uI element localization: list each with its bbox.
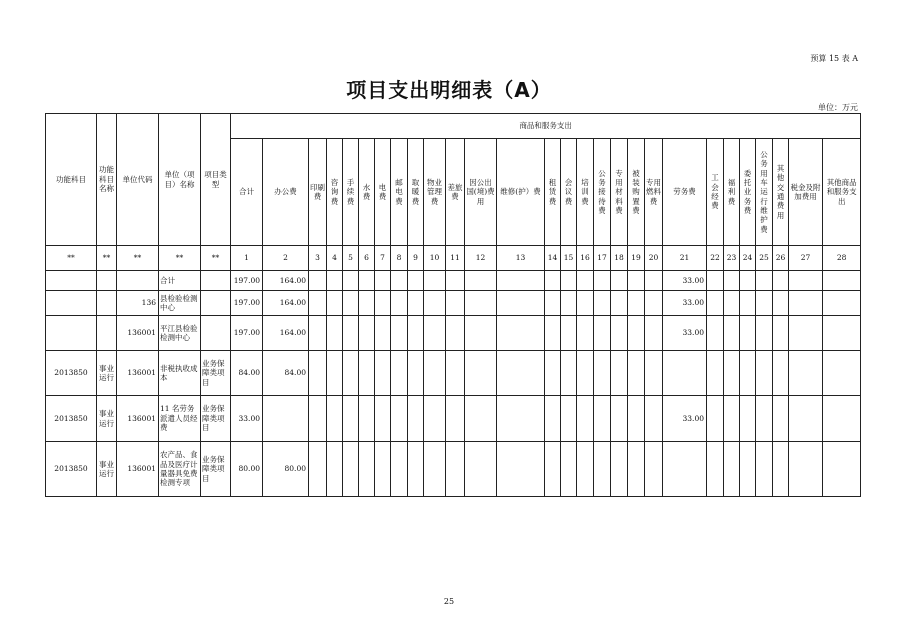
project-type-cell: 业务保障类项目 bbox=[201, 442, 231, 497]
index-num-cell: 4 bbox=[327, 246, 343, 271]
empty-cell bbox=[645, 351, 663, 396]
empty-cell bbox=[628, 271, 645, 291]
empty-cell bbox=[465, 316, 497, 351]
empty-cell bbox=[756, 396, 773, 442]
empty-cell bbox=[327, 316, 343, 351]
header-col-7: 电费 bbox=[375, 139, 391, 246]
empty-cell bbox=[789, 316, 823, 351]
empty-cell bbox=[497, 396, 545, 442]
header-unit-name: 单位（项目）名称 bbox=[159, 114, 201, 246]
empty-cell bbox=[773, 442, 789, 497]
empty-cell bbox=[594, 291, 611, 316]
empty-cell bbox=[424, 271, 446, 291]
empty-cell bbox=[611, 442, 628, 497]
header-col-19: 被装购置费 bbox=[628, 139, 645, 246]
empty-cell bbox=[628, 351, 645, 396]
empty-cell bbox=[446, 316, 465, 351]
empty-cell bbox=[740, 291, 756, 316]
empty-cell bbox=[707, 351, 724, 396]
unit-name-cell: 县检验检测中心 bbox=[159, 291, 201, 316]
index-num-cell: 16 bbox=[577, 246, 594, 271]
office-fee-cell: 164.00 bbox=[263, 271, 309, 291]
index-num-cell: 19 bbox=[628, 246, 645, 271]
page-number: 25 bbox=[443, 597, 455, 606]
unit-name-cell: 非税执收成本 bbox=[159, 351, 201, 396]
labor-fee-cell: 33.00 bbox=[663, 271, 707, 291]
func-name-cell: 事业运行 bbox=[97, 442, 117, 497]
empty-cell bbox=[391, 442, 408, 497]
empty-cell bbox=[707, 316, 724, 351]
empty-cell bbox=[823, 396, 861, 442]
empty-cell bbox=[823, 351, 861, 396]
empty-cell bbox=[408, 291, 424, 316]
empty-cell bbox=[375, 442, 391, 497]
empty-cell bbox=[465, 271, 497, 291]
empty-cell bbox=[561, 351, 577, 396]
unit-name-cell: 农产品、食品及医疗计量器具免费检测专项 bbox=[159, 442, 201, 497]
empty-cell bbox=[375, 316, 391, 351]
empty-cell bbox=[359, 351, 375, 396]
index-star-cell: ** bbox=[117, 246, 159, 271]
func-name-cell: 事业运行 bbox=[97, 396, 117, 442]
empty-cell bbox=[773, 271, 789, 291]
table-row bbox=[46, 442, 861, 497]
empty-cell bbox=[823, 271, 861, 291]
empty-cell bbox=[789, 271, 823, 291]
empty-cell bbox=[359, 291, 375, 316]
func-subject-cell: 2013850 bbox=[46, 442, 97, 497]
header-col-23: 福利费 bbox=[724, 139, 740, 246]
index-num-cell: 22 bbox=[707, 246, 724, 271]
index-num-cell: 23 bbox=[724, 246, 740, 271]
index-num-cell: 1 bbox=[231, 246, 263, 271]
unit-code-cell: 136001 bbox=[117, 442, 159, 497]
empty-cell bbox=[707, 271, 724, 291]
func-subject-cell: 2013850 bbox=[46, 396, 97, 442]
header-col-17: 公务接待费 bbox=[594, 139, 611, 246]
empty-cell bbox=[391, 291, 408, 316]
table-row bbox=[46, 396, 861, 442]
empty-cell bbox=[756, 442, 773, 497]
empty-cell bbox=[545, 442, 561, 497]
func-name-cell: 事业运行 bbox=[97, 351, 117, 396]
empty-cell bbox=[359, 271, 375, 291]
header-col-9: 取暖费 bbox=[408, 139, 424, 246]
empty-cell bbox=[594, 351, 611, 396]
empty-cell bbox=[446, 396, 465, 442]
empty-cell bbox=[391, 351, 408, 396]
empty-cell bbox=[545, 291, 561, 316]
empty-cell bbox=[611, 396, 628, 442]
header-col-1: 合计 bbox=[231, 139, 263, 246]
header-col-26: 其他交通费用 bbox=[773, 139, 789, 246]
table-row bbox=[46, 351, 861, 396]
empty-cell bbox=[724, 442, 740, 497]
empty-cell bbox=[740, 316, 756, 351]
unit-code-cell bbox=[117, 271, 159, 291]
empty-cell bbox=[740, 442, 756, 497]
empty-cell bbox=[497, 351, 545, 396]
empty-cell bbox=[497, 316, 545, 351]
empty-cell bbox=[561, 271, 577, 291]
empty-cell bbox=[446, 271, 465, 291]
empty-cell bbox=[611, 291, 628, 316]
empty-cell bbox=[789, 442, 823, 497]
labor-fee-cell: 33.00 bbox=[663, 396, 707, 442]
empty-cell bbox=[561, 316, 577, 351]
empty-cell bbox=[327, 351, 343, 396]
header-col-15: 会议费 bbox=[561, 139, 577, 246]
header-col-16: 培训费 bbox=[577, 139, 594, 246]
office-fee-cell: 164.00 bbox=[263, 316, 309, 351]
expenditure-table bbox=[45, 113, 861, 497]
empty-cell bbox=[327, 291, 343, 316]
empty-cell bbox=[309, 442, 327, 497]
index-num-cell: 3 bbox=[309, 246, 327, 271]
empty-cell bbox=[424, 316, 446, 351]
project-type-cell bbox=[201, 291, 231, 316]
index-star-cell: ** bbox=[46, 246, 97, 271]
empty-cell bbox=[465, 442, 497, 497]
index-num-cell: 14 bbox=[545, 246, 561, 271]
labor-fee-cell bbox=[663, 351, 707, 396]
empty-cell bbox=[577, 271, 594, 291]
empty-cell bbox=[561, 291, 577, 316]
project-type-cell bbox=[201, 316, 231, 351]
empty-cell bbox=[611, 271, 628, 291]
empty-cell bbox=[359, 442, 375, 497]
header-col-4: 咨询费 bbox=[327, 139, 343, 246]
empty-cell bbox=[309, 316, 327, 351]
empty-cell bbox=[628, 291, 645, 316]
empty-cell bbox=[327, 271, 343, 291]
empty-cell bbox=[359, 316, 375, 351]
func-name-cell bbox=[97, 291, 117, 316]
empty-cell bbox=[789, 351, 823, 396]
header-col-20: 专用燃料费 bbox=[645, 139, 663, 246]
empty-cell bbox=[724, 396, 740, 442]
total-cell: 33.00 bbox=[231, 396, 263, 442]
index-num-cell: 10 bbox=[424, 246, 446, 271]
office-fee-cell: 84.00 bbox=[263, 351, 309, 396]
empty-cell bbox=[561, 442, 577, 497]
index-num-cell: 5 bbox=[343, 246, 359, 271]
empty-cell bbox=[707, 442, 724, 497]
empty-cell bbox=[446, 351, 465, 396]
empty-cell bbox=[327, 396, 343, 442]
empty-cell bbox=[594, 396, 611, 442]
empty-cell bbox=[375, 271, 391, 291]
project-type-cell: 业务保障类项目 bbox=[201, 396, 231, 442]
func-subject-cell bbox=[46, 316, 97, 351]
empty-cell bbox=[577, 316, 594, 351]
index-star-cell: ** bbox=[201, 246, 231, 271]
empty-cell bbox=[823, 291, 861, 316]
unit-name-cell: 11 名劳务派遣人员经费 bbox=[159, 396, 201, 442]
index-num-cell: 7 bbox=[375, 246, 391, 271]
func-subject-cell: 2013850 bbox=[46, 351, 97, 396]
empty-cell bbox=[545, 316, 561, 351]
index-num-cell: 18 bbox=[611, 246, 628, 271]
total-cell: 80.00 bbox=[231, 442, 263, 497]
index-star-cell: ** bbox=[97, 246, 117, 271]
empty-cell bbox=[740, 396, 756, 442]
empty-cell bbox=[773, 351, 789, 396]
empty-cell bbox=[497, 291, 545, 316]
header-col-13: 维修(护）费 bbox=[497, 139, 545, 246]
empty-cell bbox=[707, 291, 724, 316]
empty-cell bbox=[577, 442, 594, 497]
func-subject-cell bbox=[46, 271, 97, 291]
index-num-cell: 11 bbox=[446, 246, 465, 271]
empty-cell bbox=[309, 396, 327, 442]
empty-cell bbox=[645, 396, 663, 442]
empty-cell bbox=[408, 271, 424, 291]
page-title: 项目支出明细表（A） bbox=[346, 78, 552, 102]
index-num-cell: 2 bbox=[263, 246, 309, 271]
empty-cell bbox=[645, 291, 663, 316]
empty-cell bbox=[446, 291, 465, 316]
total-cell: 197.00 bbox=[231, 271, 263, 291]
empty-cell bbox=[707, 396, 724, 442]
empty-cell bbox=[773, 291, 789, 316]
empty-cell bbox=[309, 271, 327, 291]
empty-cell bbox=[424, 442, 446, 497]
project-type-cell bbox=[201, 271, 231, 291]
header-func-subject: 功能科目 bbox=[46, 114, 97, 246]
empty-cell bbox=[756, 291, 773, 316]
unit-code-cell: 136 bbox=[117, 291, 159, 316]
header-col-21: 劳务费 bbox=[663, 139, 707, 246]
index-num-cell: 15 bbox=[561, 246, 577, 271]
index-num-cell: 6 bbox=[359, 246, 375, 271]
header-goods-services: 商品和服务支出 bbox=[231, 114, 861, 139]
empty-cell bbox=[628, 442, 645, 497]
empty-cell bbox=[561, 396, 577, 442]
header-col-18: 专用材料费 bbox=[611, 139, 628, 246]
header-col-10: 物业管理费 bbox=[424, 139, 446, 246]
empty-cell bbox=[789, 396, 823, 442]
index-num-cell: 17 bbox=[594, 246, 611, 271]
empty-cell bbox=[424, 291, 446, 316]
empty-cell bbox=[343, 316, 359, 351]
empty-cell bbox=[545, 396, 561, 442]
unit-name-cell: 合计 bbox=[159, 271, 201, 291]
labor-fee-cell bbox=[663, 442, 707, 497]
header-col-14: 租赁费 bbox=[545, 139, 561, 246]
empty-cell bbox=[594, 442, 611, 497]
empty-cell bbox=[594, 316, 611, 351]
empty-cell bbox=[343, 351, 359, 396]
empty-cell bbox=[343, 291, 359, 316]
index-num-cell: 9 bbox=[408, 246, 424, 271]
empty-cell bbox=[628, 316, 645, 351]
func-name-cell bbox=[97, 316, 117, 351]
unit-code-cell: 136001 bbox=[117, 316, 159, 351]
empty-cell bbox=[497, 271, 545, 291]
empty-cell bbox=[773, 316, 789, 351]
header-project-type: 项目类型 bbox=[201, 114, 231, 246]
empty-cell bbox=[375, 291, 391, 316]
empty-cell bbox=[645, 442, 663, 497]
empty-cell bbox=[756, 351, 773, 396]
labor-fee-cell: 33.00 bbox=[663, 291, 707, 316]
index-num-cell: 27 bbox=[789, 246, 823, 271]
empty-cell bbox=[343, 271, 359, 291]
index-num-cell: 8 bbox=[391, 246, 408, 271]
index-num-cell: 25 bbox=[756, 246, 773, 271]
empty-cell bbox=[773, 396, 789, 442]
empty-cell bbox=[611, 351, 628, 396]
table-row bbox=[46, 316, 861, 351]
empty-cell bbox=[327, 442, 343, 497]
empty-cell bbox=[408, 316, 424, 351]
office-fee-cell bbox=[263, 396, 309, 442]
empty-cell bbox=[823, 316, 861, 351]
header-col-6: 水费 bbox=[359, 139, 375, 246]
index-num-cell: 12 bbox=[465, 246, 497, 271]
empty-cell bbox=[497, 442, 545, 497]
header-func-name: 功能科目名称 bbox=[97, 114, 117, 246]
empty-cell bbox=[577, 396, 594, 442]
empty-cell bbox=[375, 396, 391, 442]
empty-cell bbox=[465, 396, 497, 442]
table-row bbox=[46, 291, 861, 316]
index-star-cell: ** bbox=[159, 246, 201, 271]
empty-cell bbox=[343, 396, 359, 442]
unit-label: 单位：万元 bbox=[818, 103, 858, 112]
total-cell: 197.00 bbox=[231, 316, 263, 351]
unit-code-cell: 136001 bbox=[117, 351, 159, 396]
empty-cell bbox=[408, 442, 424, 497]
empty-cell bbox=[359, 396, 375, 442]
header-unit-code: 单位代码 bbox=[117, 114, 159, 246]
empty-cell bbox=[424, 396, 446, 442]
empty-cell bbox=[724, 291, 740, 316]
index-num-cell: 13 bbox=[497, 246, 545, 271]
empty-cell bbox=[309, 351, 327, 396]
index-num-cell: 21 bbox=[663, 246, 707, 271]
header-col-2: 办公费 bbox=[263, 139, 309, 246]
empty-cell bbox=[628, 396, 645, 442]
header-col-5: 手续费 bbox=[343, 139, 359, 246]
empty-cell bbox=[756, 316, 773, 351]
table-number-label: 预算 15 表 A bbox=[810, 54, 858, 63]
empty-cell bbox=[446, 442, 465, 497]
empty-cell bbox=[823, 442, 861, 497]
empty-cell bbox=[343, 442, 359, 497]
func-subject-cell bbox=[46, 291, 97, 316]
index-num-cell: 26 bbox=[773, 246, 789, 271]
empty-cell bbox=[391, 271, 408, 291]
empty-cell bbox=[309, 291, 327, 316]
empty-cell bbox=[724, 271, 740, 291]
total-cell: 84.00 bbox=[231, 351, 263, 396]
index-num-cell: 24 bbox=[740, 246, 756, 271]
empty-cell bbox=[545, 271, 561, 291]
office-fee-cell: 80.00 bbox=[263, 442, 309, 497]
project-type-cell: 业务保障类项目 bbox=[201, 351, 231, 396]
empty-cell bbox=[545, 351, 561, 396]
header-col-11: 差旅费 bbox=[446, 139, 465, 246]
header-col-25: 公务用车运行维护费 bbox=[756, 139, 773, 246]
total-cell: 197.00 bbox=[231, 291, 263, 316]
unit-name-cell: 平江县检验检测中心 bbox=[159, 316, 201, 351]
empty-cell bbox=[465, 351, 497, 396]
index-num-cell: 28 bbox=[823, 246, 861, 271]
unit-code-cell: 136001 bbox=[117, 396, 159, 442]
func-name-cell bbox=[97, 271, 117, 291]
empty-cell bbox=[408, 396, 424, 442]
empty-cell bbox=[408, 351, 424, 396]
empty-cell bbox=[375, 351, 391, 396]
empty-cell bbox=[611, 316, 628, 351]
table-row bbox=[46, 271, 861, 291]
empty-cell bbox=[577, 291, 594, 316]
index-num-cell: 20 bbox=[645, 246, 663, 271]
header-col-22: 工会经费 bbox=[707, 139, 724, 246]
empty-cell bbox=[756, 271, 773, 291]
header-col-12: 因公出国(境)费用 bbox=[465, 139, 497, 246]
header-col-3: 印刷费 bbox=[309, 139, 327, 246]
header-col-8: 邮电费 bbox=[391, 139, 408, 246]
header-col-28: 其他商品和服务支出 bbox=[823, 139, 861, 246]
empty-cell bbox=[645, 316, 663, 351]
empty-cell bbox=[594, 271, 611, 291]
empty-cell bbox=[465, 291, 497, 316]
empty-cell bbox=[740, 271, 756, 291]
empty-cell bbox=[577, 351, 594, 396]
labor-fee-cell: 33.00 bbox=[663, 316, 707, 351]
empty-cell bbox=[391, 396, 408, 442]
empty-cell bbox=[645, 271, 663, 291]
empty-cell bbox=[724, 351, 740, 396]
header-col-24: 委托业务费 bbox=[740, 139, 756, 246]
empty-cell bbox=[391, 316, 408, 351]
empty-cell bbox=[724, 316, 740, 351]
empty-cell bbox=[740, 351, 756, 396]
header-col-27: 税金及附加费用 bbox=[789, 139, 823, 246]
office-fee-cell: 164.00 bbox=[263, 291, 309, 316]
empty-cell bbox=[424, 351, 446, 396]
empty-cell bbox=[789, 291, 823, 316]
